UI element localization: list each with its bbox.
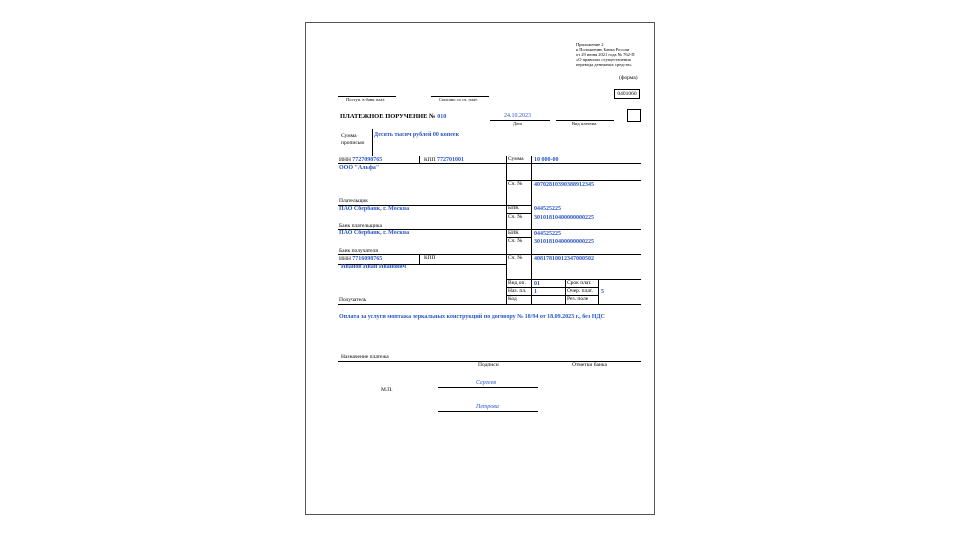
ocher-plat: 5	[601, 289, 604, 295]
payer-bik: 044525225	[534, 206, 561, 212]
status-box	[627, 109, 641, 122]
codes-divider-1	[565, 279, 566, 304]
purpose-text: Оплата за услуги монтажа зеркальных конструкций по договору № 18/94 от 18.09.2023 г., без НДС	[339, 314, 605, 320]
payee-bank-acc: 30101810400000000225	[534, 239, 594, 245]
order-title-prefix: ПЛАТЕЖНОЕ ПОРУЧЕНИЕ №	[340, 113, 436, 120]
naz-pl-label: Наз. пл.	[508, 288, 527, 294]
vid-op-label: Вид оп.	[508, 280, 526, 286]
payee-bank-label: Банк получателя	[339, 248, 378, 254]
payee-bik: 044525225	[534, 231, 561, 237]
purpose-label: Назначение платежа	[341, 354, 389, 360]
appendix-block	[576, 42, 635, 67]
row-line-payer-top	[338, 163, 641, 164]
payer-bank-acc: 30101810400000000225	[534, 215, 594, 221]
order-number: 010	[437, 114, 447, 120]
amount-words-label	[341, 133, 364, 147]
payee-inn-cell	[339, 256, 382, 263]
vid-op: 01	[534, 281, 540, 287]
debited-label: Списано со сч. плат.	[439, 97, 478, 102]
payee-acc-label: Сч. №	[508, 255, 523, 261]
signatures-label: Подписи	[478, 362, 499, 368]
kod-label: Код	[508, 296, 517, 302]
label-col-divider	[531, 156, 532, 304]
row-line-amount	[506, 180, 641, 181]
row-line-bank-2	[338, 254, 641, 255]
payer-bank-name: ПАО Сбербанк, г. Москва	[339, 206, 410, 212]
inn-kpp-divider	[419, 156, 420, 164]
appendix-line: «О правилах осуществления	[576, 57, 631, 62]
payee-inn: 7716098765	[352, 256, 383, 262]
date-label: Дата	[513, 121, 522, 126]
amount-words-value: Десять тысяч рублей 00 копеек	[374, 132, 460, 138]
payee-label: Получатель	[339, 297, 367, 303]
payee-inn-label: ИНН	[339, 256, 351, 262]
payee-kpp-label: КПП	[424, 255, 436, 261]
codes-divider-2	[598, 279, 599, 304]
amount-words-divider	[372, 129, 373, 156]
signature-2: Петрова	[476, 404, 499, 410]
payer-label: Плательщик	[339, 198, 368, 204]
payment-order-sheet	[305, 22, 655, 515]
payer-inn: 7727098765	[352, 157, 383, 163]
amount-label: Сумма	[508, 156, 524, 162]
payment-type-label: Вид платежа	[572, 121, 597, 126]
payer-account-label: Сч. №	[508, 181, 523, 187]
amount-value: 10 000-00	[534, 157, 559, 163]
order-title	[340, 114, 446, 121]
payer-account: 40702810390388912345	[534, 182, 594, 188]
payee-bank-name: ПАО Сбербанк, г. Москва	[339, 230, 410, 236]
payee-name: Иванов Иван Иванович	[341, 264, 407, 270]
mp-label: М.П.	[381, 387, 393, 393]
payer-kpp-cell	[424, 157, 464, 164]
srok-plat-label: Срок плат.	[567, 280, 592, 286]
payer-kpp: 772701001	[437, 157, 464, 163]
bank-marks-label: Отметки банка	[572, 362, 607, 368]
signature-1: Сергеев	[476, 380, 496, 386]
amount-words-label-1: Сумма	[341, 133, 357, 139]
order-date: 24.10.2023	[504, 113, 531, 119]
payer-bik-label: БИК	[508, 205, 519, 211]
payer-bank-label: Банк плательщика	[339, 223, 382, 229]
naz-pl: 1	[534, 289, 537, 295]
form-code-box: 0401060	[614, 89, 640, 99]
signature-line-1	[438, 387, 538, 388]
received-label: Поступ. в банк плат.	[346, 97, 385, 102]
payer-kpp-label: КПП	[424, 157, 436, 163]
appendix-line: к Положению Банка России	[576, 47, 630, 52]
signature-line-2	[438, 411, 538, 412]
row-line-payee-bottom	[338, 304, 641, 305]
main-col-divider	[506, 156, 507, 304]
appendix-line: Приложение 2	[576, 42, 604, 47]
payee-bik-label: БИК	[508, 230, 519, 236]
forma-label: (форма)	[619, 75, 638, 81]
payer-inn-cell	[339, 157, 382, 164]
payee-bank-acc-label: Сч. №	[508, 238, 523, 244]
appendix-line: от 29 июня 2021 года № 762-П	[576, 52, 635, 57]
rez-pole-label: Рез. поле	[567, 296, 589, 302]
payer-inn-label: ИНН	[339, 157, 351, 163]
ocher-plat-label: Очер. плат.	[567, 288, 594, 294]
payer-name: ООО "Альфа"	[339, 165, 380, 171]
payer-bank-acc-label: Сч. №	[508, 214, 523, 220]
amount-words-label-2: прописью	[341, 140, 365, 146]
appendix-line: перевода денежных средств»	[576, 62, 632, 67]
payee-account: 40817810012347000502	[534, 256, 594, 262]
payee-inn-kpp-divider	[419, 255, 420, 264]
